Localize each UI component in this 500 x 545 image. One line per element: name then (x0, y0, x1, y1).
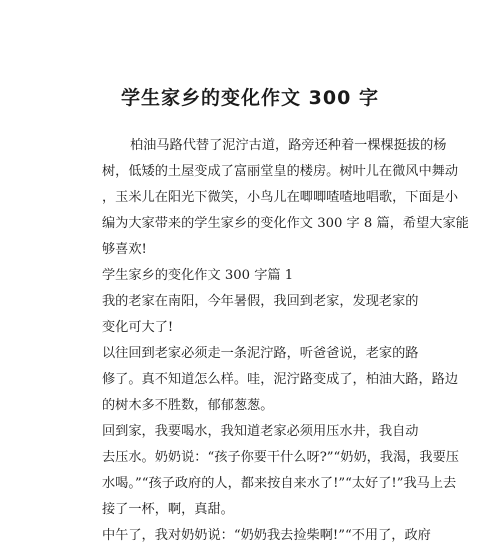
paragraph-line: 水喝。”“孩子政府的人，都来按自来水了!”“太好了!”我马上去 (102, 476, 457, 491)
paragraph-line: 变化可大了! (102, 320, 174, 335)
document-title: 学生家乡的变化作文 300 字 (121, 87, 379, 109)
paragraph-line: 够喜欢! (102, 242, 147, 257)
paragraph-line: 接了一杯，啊，真甜。 (102, 502, 234, 517)
paragraph-line: 去压水。奶奶说：“孩子你要干什么呀?”“奶奶，我渴，我要压 (102, 450, 459, 465)
paragraph-line: 的树木多不胜数，郁郁葱葱。 (102, 398, 274, 413)
section-heading: 学生家乡的变化作文 300 字篇 1 (102, 268, 294, 283)
paragraph-line: 树，低矮的土屋变成了富丽堂皇的楼房。树叶儿在微风中舞动 (102, 164, 459, 179)
paragraph-line: 回到家，我要喝水，我知道老家必须用压水井，我自动 (102, 424, 419, 439)
paragraph-line: 以往回到老家必须走一条泥泞路，听爸爸说，老家的路 (102, 346, 419, 361)
paragraph-line: 我的老家在南阳，今年暑假，我回到老家，发现老家的 (102, 294, 419, 309)
paragraph-line: 中午了，我对奶奶说：“奶奶我去捡柴啊!”“不用了，政府 (102, 528, 431, 543)
paragraph-line: 修了。真不知道怎么样。哇，泥泞路变成了，柏油大路，路边 (102, 372, 459, 387)
paragraph-line: ，玉米儿在阳光下微笑，小鸟儿在唧唧喳喳地唱歌，下面是小 (102, 190, 459, 205)
paragraph-line: 柏油马路代替了泥泞古道，路旁还种着一棵棵挺拔的杨 (130, 138, 447, 153)
paragraph-line: 编为大家带来的学生家乡的变化作文 300 字 8 篇，希望大家能 (102, 216, 469, 231)
